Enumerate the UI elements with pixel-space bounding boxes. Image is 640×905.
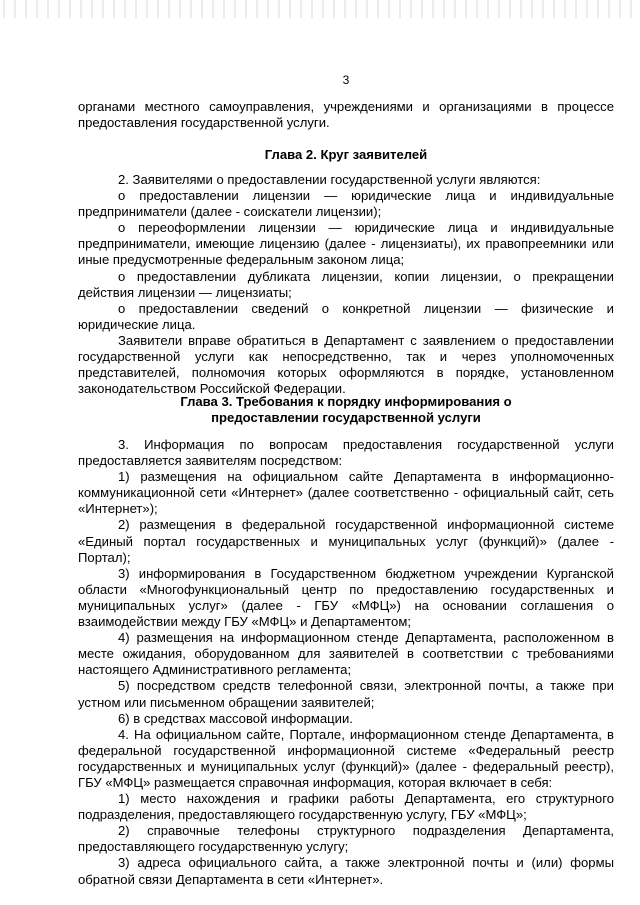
chapter3-paragraph: 6) в средствах массовой информации.: [118, 710, 353, 726]
chapter2-paragraph: 2. Заявителями о предоставлении государственной услуги являются:: [118, 172, 541, 187]
document-page: [78, 0, 614, 905]
chapter2-body: [78, 172, 614, 397]
intro-paragraph: органами местного самоуправления, учреждениями и организациями в процессе предоставления государственной услуги.: [78, 99, 614, 131]
chapter2-paragraph: о предоставлении лицензии — юридические лица и индивидуальные предприниматели (далее - соискатели лицензии);: [78, 188, 614, 220]
chapter3-body: [78, 437, 614, 888]
chapter3-paragraph: 1) размещения на официальном сайте Департамента в информационно-коммуникационной сети «Интернет» (далее соответственно - официальный сайт, сеть «Интернет»);: [78, 469, 614, 517]
chapter2-paragraph: о предоставлении сведений о конкретной лицензии — физические и юридические лица.: [78, 300, 614, 332]
chapter3-paragraph: 2) справочные телефоны структурного подразделения Департамента, предоставляющего государственную услугу;: [78, 823, 614, 855]
chapter2-paragraph: о переоформлении лицензии — юридические лица и индивидуальные предприниматели, имеющие лицензию (далее - лицензиаты), их правопреемники или иные предусмотренные федеральным законом лица;: [78, 220, 614, 268]
chapter3-paragraph: 5) посредством средств телефонной связи, электронной почты, а также при устном или письменном обращении заявителей;: [78, 678, 614, 710]
chapter2-paragraph: о предоставлении дубликата лицензии, копии лицензии, о прекращении действия лицензии — лицензиаты;: [78, 268, 614, 300]
chapter3-paragraph: 1) место нахождения и графики работы Департамента, его структурного подразделения, предоставляющего государственную услугу, ГБУ «МФЦ»;: [78, 791, 614, 823]
page-number: 3: [342, 73, 350, 87]
chapter2-paragraph: Заявители вправе обратиться в Департамент с заявлением о предоставлении государственной услуги как непосредственно, так и через уполномоченных представителей, полномочия которых оформляются в порядке, установленном законодательством Российской Федерации.: [78, 332, 614, 397]
chapter3-heading-line2: предоставлении государственной услуги: [211, 410, 481, 426]
chapter3-heading-block: [78, 394, 614, 426]
chapter3-paragraph: 4) размещения на информационном стенде Департамента, расположенном в месте ожидания, оборудованном для заявителей в соответствии с требованиями настоящего Административного регламента;: [78, 630, 614, 678]
chapter2-heading-block: [78, 147, 614, 163]
chapter3-heading-line1: Глава 3. Требования к порядку информирования о: [180, 394, 512, 409]
chapter3-paragraph: 3) адреса официального сайта, а также электронной почты и (или) формы обратной связи Департамента в сети «Интернет».: [78, 855, 614, 887]
chapter3-paragraph: 3) информирования в Государственном бюджетном учреждении Курганской области «Многофункциональный центр по предоставлению государственных и муниципальных услуг» (далее - ГБУ «МФЦ») на основании соглашения о взаимодействии между ГБУ «МФЦ» и Департаментом;: [78, 565, 614, 630]
chapter3-paragraph: 4. На официальном сайте, Портале, информационном стенде Департамента, в федеральной государственной информационной системе «Федеральный реестр государственных и муниципальных услуг (функций)» (далее - федеральный реестр), ГБУ «МФЦ» размещается справочная информация, которая включает в себя:: [78, 726, 614, 790]
chapter2-heading: Глава 2. Круг заявителей: [264, 147, 428, 162]
intro-block: [78, 99, 614, 131]
chapter3-paragraph: 3. Информация по вопросам предоставления государственной услуги предоставляется заявителям посредством:: [78, 437, 614, 469]
chapter3-paragraph: 2) размещения в федеральной государственной информационной системе «Единый портал государственных и муниципальных услуг (функций)» (далее - Портал);: [78, 517, 614, 565]
